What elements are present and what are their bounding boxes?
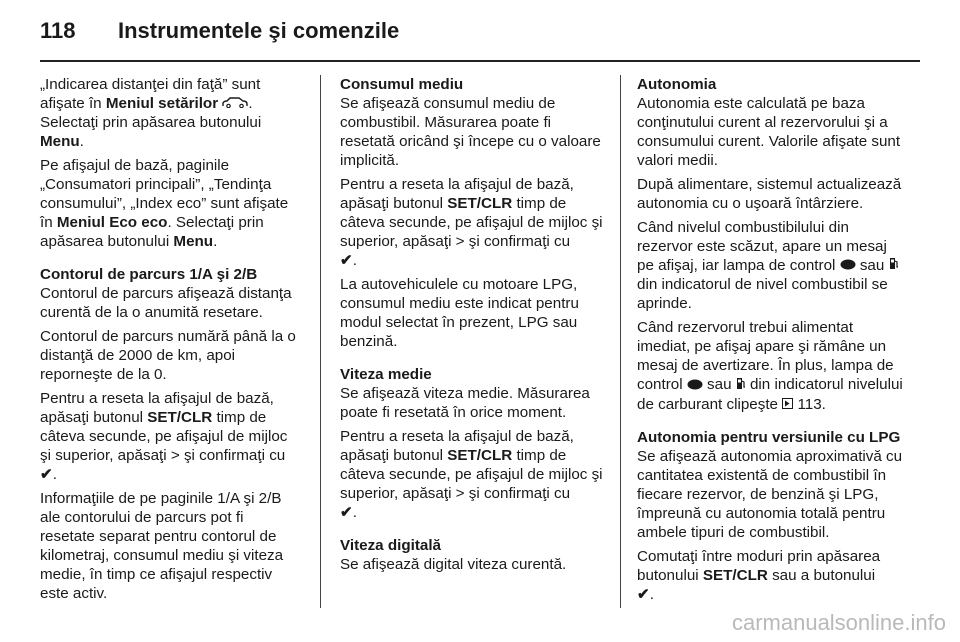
fuel-pump-icon: [889, 256, 899, 275]
paragraph: Se afişează consumul mediu de combustibil. Măsurarea poate fi resetată oricând şi începe cu o valoare implicită.: [340, 95, 601, 169]
check-icon: ✔: [637, 586, 650, 604]
paragraph: La autovehiculele cu motoare LPG, consumul mediu este indicat pentru modul selectat în prezent, LPG sau benzină.: [340, 276, 579, 350]
column-divider: [620, 75, 621, 608]
fuel-lamp-icon: [687, 376, 703, 395]
column-divider: [320, 75, 321, 608]
paragraph: Pe afişajul de bază, paginile „Consumatori principali”, „Tendinţa consumului”, „Index eco” sunt afişate în Meniul Eco eco. Selectaţi prin apăsarea butonului Menu.: [40, 157, 289, 251]
paragraph: Informaţiile de pe paginile 1/A şi 2/B ale contorului de parcurs pot fi resetate separat pentru contorul de kilometraj, consumul mediu şi viteza medie, în timp ce afişajul respectiv este activ.: [40, 490, 284, 603]
check-icon: ✔: [340, 504, 353, 521]
paragraph: Autonomia este calculată pe baza conţinutului curent al rezervorului şi a consumului curent. Valorile afişate sunt valori medii.: [637, 95, 901, 169]
page-ref-arrow-icon: [782, 395, 793, 414]
section-heading: Viteza digitală: [340, 537, 442, 554]
header-rule: [40, 60, 920, 62]
paragraph: Pentru a reseta la afişajul de bază, apăsaţi butonul SET/CLR timp de câteva secunde, pe afişajul de mijloc şi superior, apăsaţi > şi confirmaţi cu ✔.: [40, 390, 288, 484]
paragraph: Se afişează viteza medie. Măsurarea poate fi resetată în orice moment.: [340, 385, 590, 421]
car-icon: [222, 94, 248, 113]
paragraph: Când nivelul combustibilului din rezervor este scăzut, apare un mesaj pe afişaj, iar lampa de control sau din indicatorul de nivel combustibil se aprinde.: [637, 218, 905, 313]
chevron-right-icon: >: [170, 447, 180, 465]
column-2: [340, 75, 604, 579]
paragraph: Comutaţi între moduri prin apăsarea butonului SET/CLR sau a butonului ✔.: [637, 548, 881, 604]
paragraph: Se afişează autonomia aproximativă cu cantitatea existentă de combustibil în fiecare rezervor, de benzină şi LPG, împreună cu autonomia totală pentru ambele tipuri de combustibil.: [637, 448, 903, 542]
paragraph: Când rezervorul trebui alimentat imediat, pe afişaj apare şi rămâne un mesaj de avertizare. În plus, lampa de control sau din indicatorul nivelului de carburant clipeşte 113.: [637, 319, 903, 413]
section-heading: Autonomia: [637, 76, 717, 93]
check-icon: ✔: [340, 252, 353, 269]
section-heading: Viteza medie: [340, 366, 432, 383]
column-1: [40, 75, 302, 608]
fuel-pump-icon: [736, 376, 746, 395]
paragraph: Contorul de parcurs afişează distanţa curentă de la o anumită resetare.: [40, 285, 292, 322]
eco-icon: eco: [137, 214, 168, 232]
section-heading: Consumul mediu: [340, 76, 464, 93]
menu-button-label: Menu: [40, 133, 80, 151]
paragraph: „Indicarea distanţei din faţă” sunt afişate în Meniul setărilor . Selectaţi prin apăsarea butonului Menu.: [40, 76, 262, 151]
paragraph: Pentru a reseta la afişajul de bază, apăsaţi butonul SET/CLR timp de câteva secunde, pe afişajul de mijloc şi superior, apăsaţi > şi confirmaţi cu ✔.: [340, 176, 603, 269]
menu-reference: Meniul setărilor: [105, 95, 219, 112]
page-number: 118: [40, 18, 76, 43]
watermark: carmanualsonline.info: [731, 610, 946, 635]
check-icon: ✔: [40, 466, 53, 484]
page-title: Instrumentele şi comenzile: [118, 18, 400, 43]
paragraph: Se afişează digital viteza curentă.: [340, 556, 567, 573]
chevron-right-icon: >: [455, 485, 465, 502]
paragraph: Pentru a reseta la afişajul de bază, apăsaţi butonul SET/CLR timp de câteva secunde, pe afişajul de mijloc şi superior, apăsaţi > şi confirmaţi cu ✔.: [340, 428, 603, 521]
page-reference[interactable]: 113: [797, 395, 822, 413]
section-heading: Autonomia pentru versiunile cu LPG: [637, 429, 901, 447]
section-heading: Contorul de parcurs 1/A şi 2/B: [40, 266, 258, 284]
column-3: [637, 75, 905, 609]
chevron-right-icon: >: [455, 233, 465, 250]
paragraph: Contorul de parcurs numără până la o distanţă de 2000 de km, apoi reporneşte de la 0.: [40, 328, 296, 384]
page-header: [40, 18, 920, 62]
fuel-lamp-icon: [840, 256, 856, 275]
paragraph: După alimentare, sistemul actualizează autonomia cu o uşoară întârziere.: [637, 176, 902, 212]
